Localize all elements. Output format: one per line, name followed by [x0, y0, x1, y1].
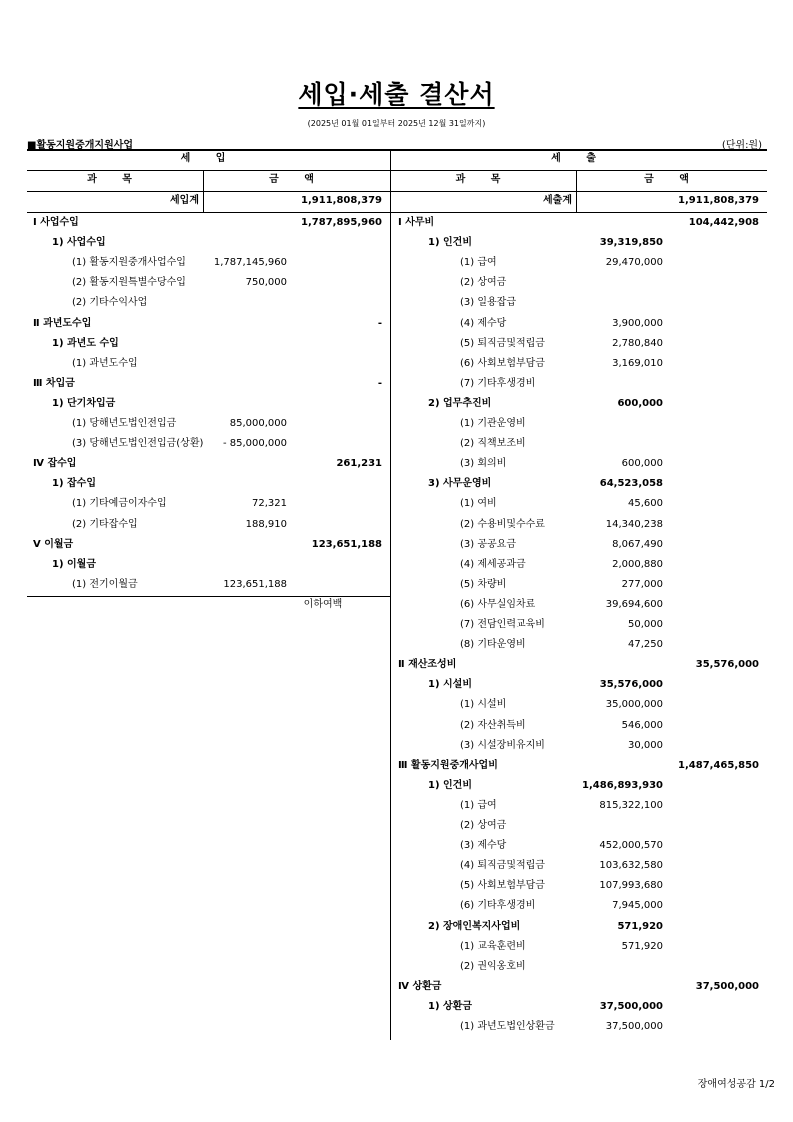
expense-row-label: (1) 교육훈련비	[460, 940, 526, 952]
revenue-row-amount: 1,787,145,960	[213, 257, 287, 269]
expense-row-label: (2) 상여금	[460, 820, 507, 831]
expense-row-amount: 600,000	[617, 397, 663, 409]
expense-total-value: 1,911,808,379	[678, 195, 759, 206]
expense-row-amount: 600,000	[621, 458, 663, 470]
revenue-row-amount: -	[377, 317, 382, 329]
expense-row-amount: 8,067,490	[612, 538, 663, 550]
expense-row-label: 2) 업무추진비	[428, 397, 492, 409]
expense-row-amount: 64,523,058	[599, 478, 663, 490]
table-top-rule	[27, 149, 767, 151]
revenue-row-amount: 123,651,188	[311, 538, 382, 550]
expense-subject-header: 과 목	[455, 174, 512, 185]
revenue-row-amount: 261,231	[336, 458, 382, 470]
expense-row-amount: 546,000	[621, 719, 663, 731]
expense-row-label: (1) 과년도법인상환금	[460, 1021, 555, 1032]
header-rule-2	[27, 191, 767, 192]
revenue-row-amount: 188,910	[245, 518, 287, 530]
business-name: ■활동지원중개지원사업	[27, 140, 134, 151]
expense-row-amount: 2,780,840	[612, 337, 663, 349]
expense-row-amount: 2,000,880	[612, 558, 663, 570]
expense-row-amount: 571,920	[621, 940, 663, 952]
expense-row-label: (1) 급여	[460, 257, 497, 269]
expense-row-amount: 50,000	[628, 619, 663, 630]
expense-row-amount: 30,000	[628, 739, 663, 751]
revenue-row-label: 1) 과년도 수입	[52, 337, 119, 349]
expense-row-amount: 39,694,600	[605, 598, 663, 610]
expense-total-label: 세출계	[543, 195, 572, 206]
expense-row-amount: 107,993,680	[599, 880, 663, 892]
revenue-row-label: (3) 당해년도법인전입금(상환)	[72, 438, 203, 450]
revenue-row-label: (1) 기타예금이자수입	[72, 498, 167, 510]
expense-row-amount: 45,600	[628, 498, 663, 510]
expense-row-label: (3) 공공요금	[460, 538, 516, 550]
revenue-row-label: 1) 잡수입	[52, 478, 96, 490]
expense-row-label: (2) 직책보조비	[460, 438, 526, 450]
revenue-row-label: 1) 단기차입금	[52, 397, 116, 409]
header-rule	[27, 170, 767, 171]
revenue-row-amount: 750,000	[245, 277, 287, 289]
expense-row-amount: 277,000	[621, 578, 663, 590]
expense-row-label: Ⅲ 활동지원중개사업비	[398, 759, 498, 771]
expense-row-amount: 452,000,570	[599, 840, 663, 852]
expense-row-amount: 1,487,465,850	[678, 759, 759, 771]
expense-row-amount: 29,470,000	[605, 257, 663, 269]
revenue-row-label: Ⅱ 과년도수입	[33, 317, 92, 329]
expense-row-label: (5) 퇴직금및적립금	[460, 337, 545, 349]
revenue-total-value: 1,911,808,379	[301, 195, 382, 206]
revenue-row-label: 1) 이월금	[52, 558, 96, 570]
expense-row-label: (2) 수용비및수수료	[460, 518, 545, 530]
expense-row-label: (3) 제수당	[460, 840, 507, 852]
expense-row-label: (4) 제수당	[460, 317, 507, 329]
expense-row-label: 1) 인건비	[428, 779, 472, 791]
expense-row-label: (5) 사회보험부담금	[460, 880, 545, 892]
expense-row-amount: 47,250	[628, 639, 663, 651]
expense-row-amount: 35,000,000	[605, 699, 663, 711]
revenue-row-label: (1) 활동지원중개사업수입	[72, 257, 186, 269]
expense-row-label: (1) 급여	[460, 799, 497, 811]
expense-row-label: (8) 기타운영비	[460, 639, 526, 651]
period-text: (2025년 01월 01일부터 2025년 12월 31일까지)	[307, 119, 486, 128]
revenue-row-label: (2) 기타수익사업	[72, 297, 148, 309]
expense-amount-header: 금 액	[644, 174, 700, 185]
revenue-total-label: 세입계	[170, 195, 199, 206]
revenue-row-amount: 85,000,000	[229, 418, 287, 429]
expense-row-label: 1) 상환금	[428, 1000, 472, 1012]
expense-row-amount: 103,632,580	[599, 860, 663, 872]
expense-row-label: (4) 퇴직금및적립금	[460, 860, 545, 872]
revenue-row-label: Ⅴ 이월금	[33, 538, 74, 550]
revenue-row-amount: - 85,000,000	[222, 438, 287, 450]
revenue-bottom-rule	[27, 596, 390, 597]
expense-row-label: Ⅰ 사무비	[398, 217, 435, 228]
expense-row-label: (3) 시설장비유지비	[460, 739, 545, 751]
expense-row-amount: 35,576,000	[695, 659, 759, 671]
expense-row-amount: 37,500,000	[599, 1000, 663, 1012]
expense-row-label: 1) 시설비	[428, 679, 472, 691]
unit-label: (단위:원)	[721, 140, 762, 151]
revenue-row-label: Ⅳ 잡수입	[33, 458, 77, 470]
revenue-row-label: (2) 활동지원특별수당수입	[72, 277, 186, 289]
revenue-amount-header: 금 액	[269, 174, 325, 185]
revenue-row-label: (1) 전기이월금	[72, 578, 138, 590]
revenue-row-amount: -	[377, 377, 382, 389]
document-title: 세입·세출 결산서	[298, 80, 495, 109]
expense-row-label: 2) 장애인복지사업비	[428, 920, 521, 932]
revenue-header: 세 입	[180, 153, 237, 164]
revenue-row-amount: 1,787,895,960	[301, 217, 382, 228]
revenue-row-label: 1) 사업수입	[52, 237, 106, 249]
expense-row-amount: 35,576,000	[599, 679, 663, 691]
expense-row-label: (2) 권익옹호비	[460, 960, 526, 972]
expense-row-label: (6) 기타후생경비	[460, 900, 536, 912]
expense-row-amount: 815,322,100	[599, 799, 663, 811]
expense-row-label: (3) 일용잡급	[460, 297, 516, 309]
expense-row-label: (1) 기관운영비	[460, 418, 526, 429]
expense-row-amount: 7,945,000	[612, 900, 663, 912]
expense-row-label: 1) 인건비	[428, 237, 472, 249]
expense-row-label: Ⅳ 상환금	[398, 980, 442, 992]
center-divider	[390, 150, 391, 1040]
revenue-row-label: (2) 기타잡수입	[72, 518, 138, 530]
expense-row-label: (1) 시설비	[460, 699, 507, 711]
expense-row-label: (6) 사무실임차료	[460, 598, 536, 610]
expense-row-label: (6) 사회보험부담금	[460, 357, 545, 369]
expense-row-label: (5) 차량비	[460, 578, 507, 590]
expense-header: 세 출	[551, 153, 607, 164]
revenue-row-amount: 72,321	[252, 498, 287, 510]
expense-row-amount: 104,442,908	[688, 217, 759, 228]
expense-row-amount: 571,920	[617, 920, 663, 932]
revenue-row-amount: 123,651,188	[223, 578, 287, 590]
expense-row-label: (2) 상여금	[460, 277, 507, 289]
revenue-row-label: Ⅰ 사업수입	[33, 217, 79, 228]
expense-row-label: (1) 여비	[460, 498, 497, 510]
expense-row-label: (2) 자산취득비	[460, 719, 526, 731]
expense-row-amount: 39,319,850	[599, 237, 663, 249]
revenue-row-label: Ⅲ 차입금	[33, 377, 75, 389]
expense-row-amount: 1,486,893,930	[582, 779, 663, 791]
expense-row-label: 3) 사무운영비	[428, 478, 492, 490]
page-footer: 장애여성공감 1/2	[697, 1079, 775, 1090]
expense-row-amount: 37,500,000	[695, 980, 759, 992]
revenue-subject-header: 과 목	[87, 174, 143, 185]
expense-row-amount: 3,900,000	[612, 317, 663, 329]
expense-row-amount: 37,500,000	[605, 1021, 663, 1032]
total-rule	[27, 212, 767, 213]
blank-note: 이하여백	[303, 599, 343, 610]
revenue-row-label: (1) 과년도수입	[72, 357, 138, 369]
expense-row-label: (7) 기타후생경비	[460, 377, 536, 389]
expense-row-label: (4) 제세공과금	[460, 558, 526, 570]
revenue-row-label: (1) 당해년도법인전입금	[72, 418, 177, 429]
expense-row-amount: 14,340,238	[605, 518, 663, 530]
expense-row-label: (7) 전담인력교육비	[460, 619, 545, 630]
expense-row-label: (3) 회의비	[460, 458, 507, 470]
expense-row-label: Ⅱ 재산조성비	[398, 659, 457, 671]
expense-row-amount: 3,169,010	[612, 357, 663, 369]
